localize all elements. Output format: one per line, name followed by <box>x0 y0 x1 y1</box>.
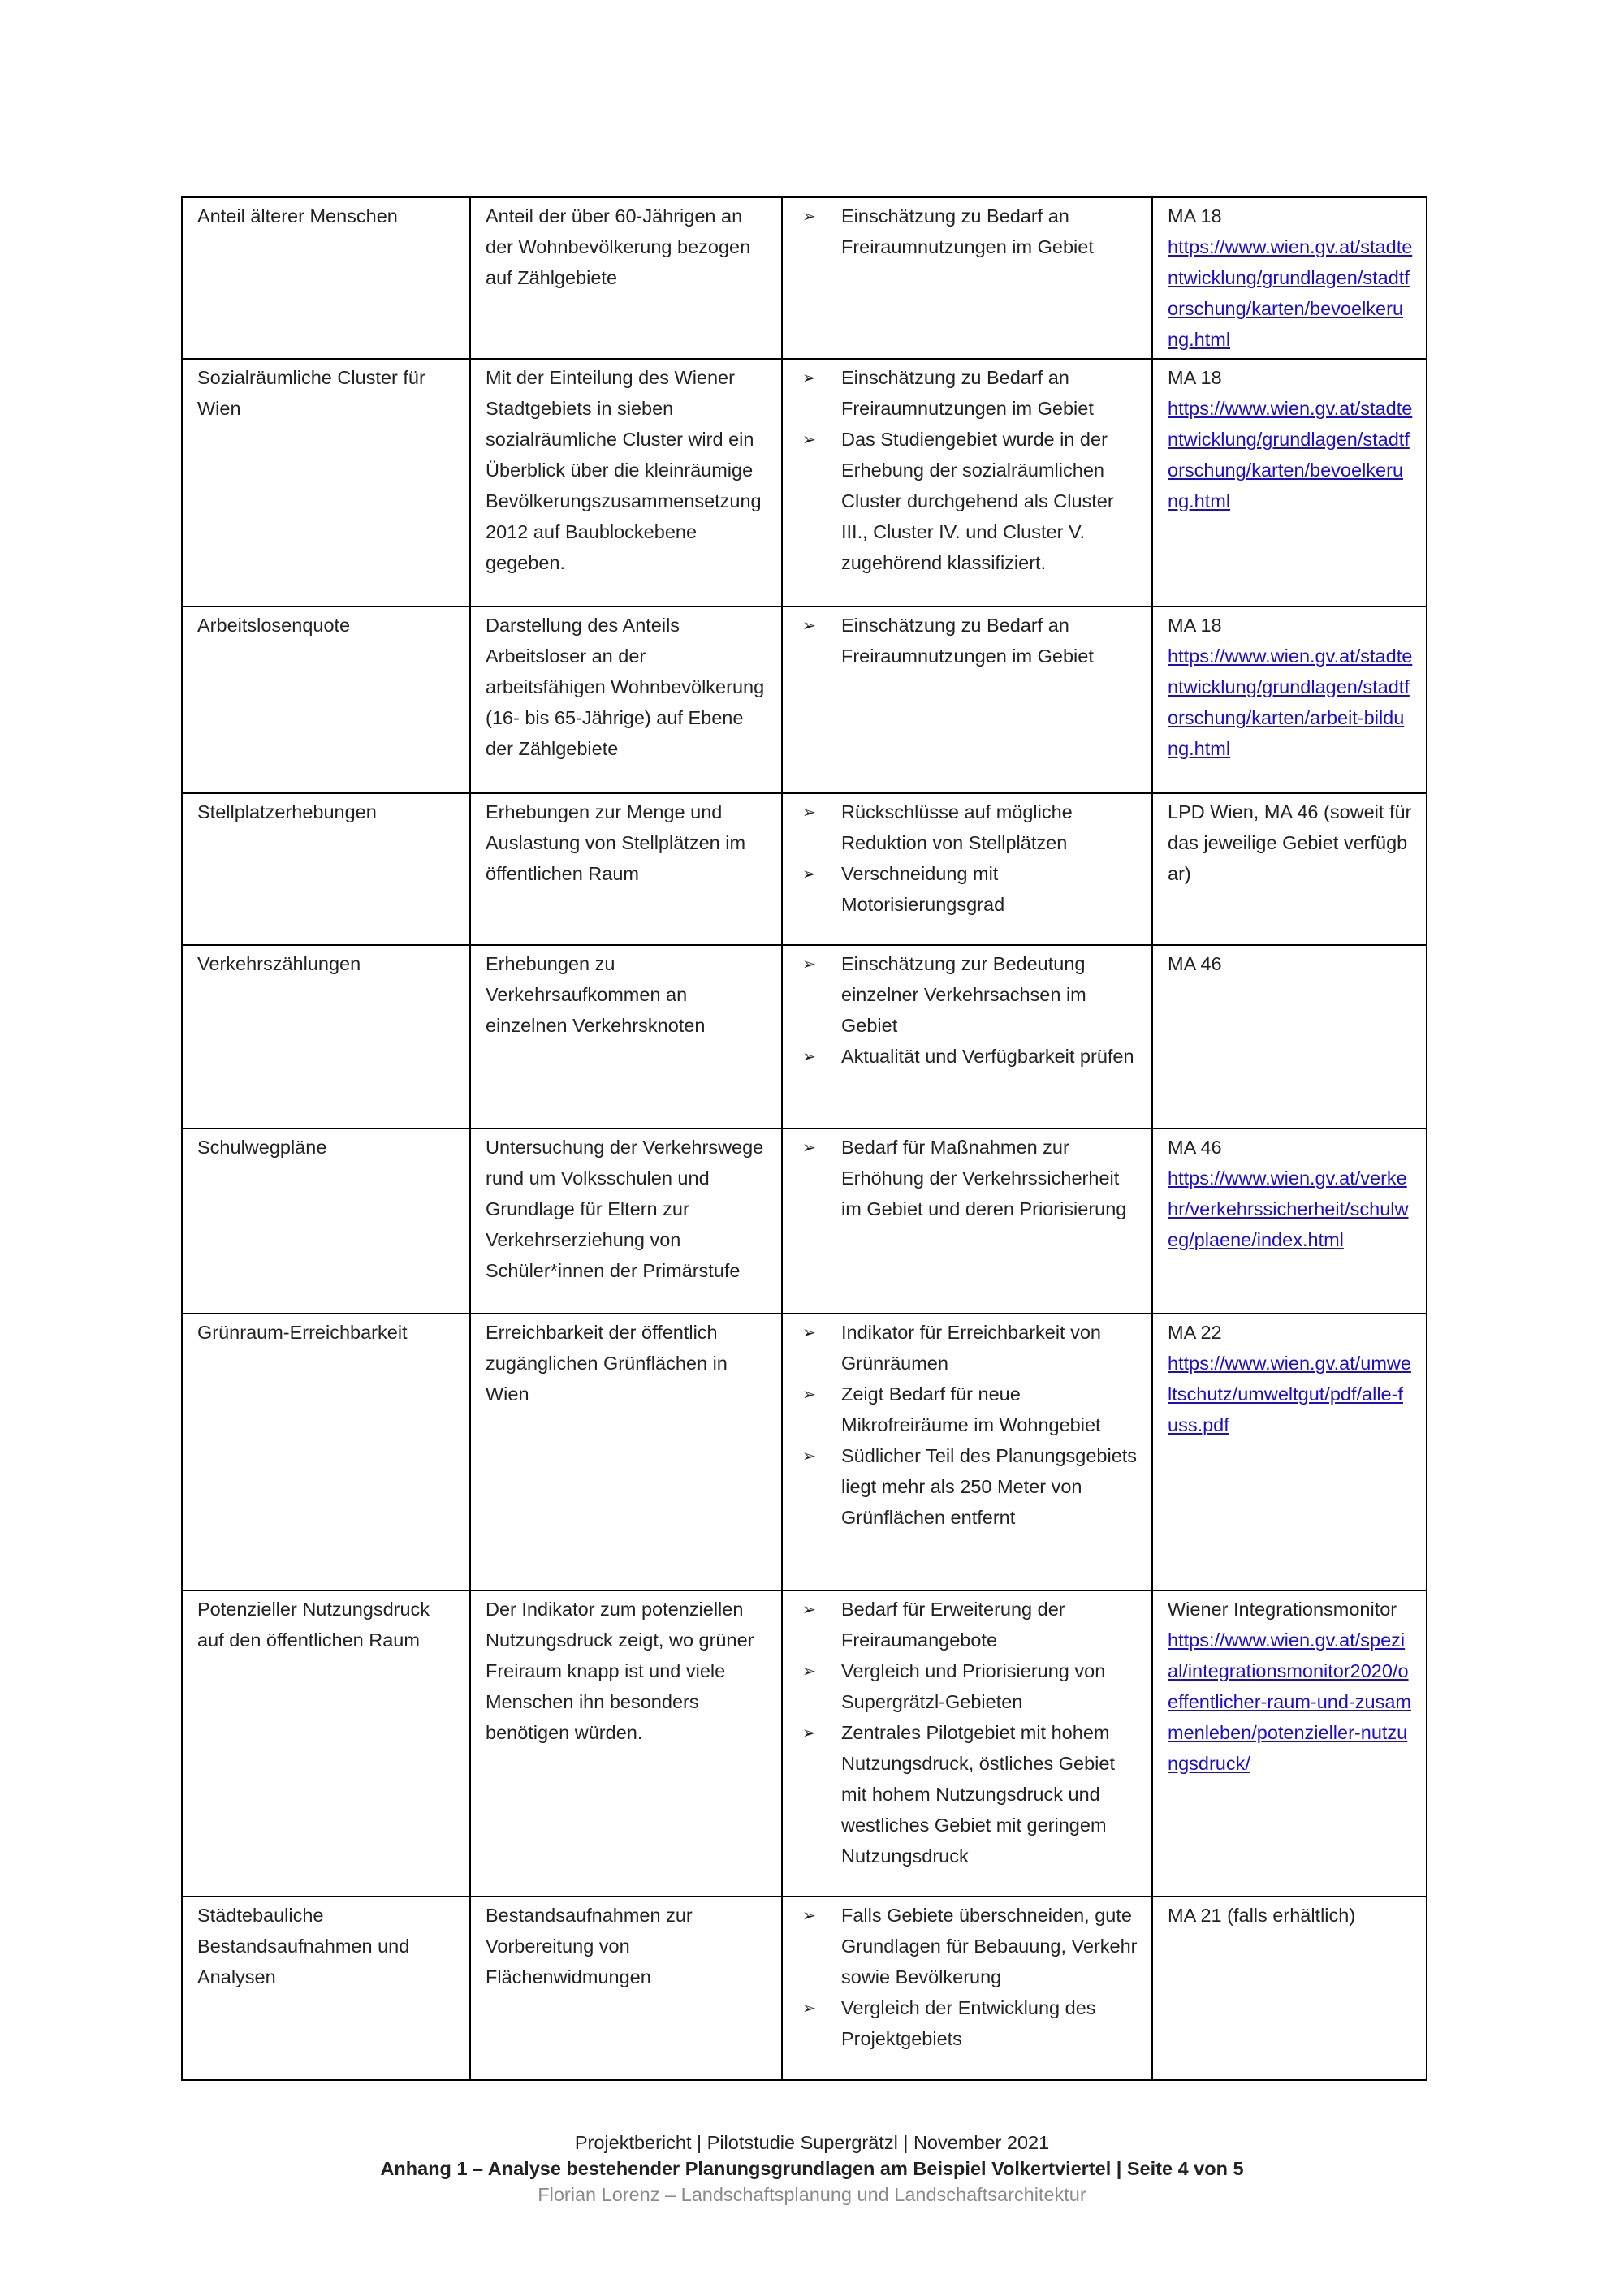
table-row <box>182 1897 1427 2080</box>
bullet-item: ➢ Falls Gebiete überschneiden, gute Grundlagen für Bebauung, Verkehr sowie Bevölkerung <box>797 1900 1138 1992</box>
source-link[interactable]: https://www.wien.gv.at/verkehr/verkehrssicherheit/schulweg/plaene/index.html <box>1168 1167 1409 1250</box>
page-footer <box>0 2130 1624 2208</box>
bullet-item: ➢ Zeigt Bedarf für neue Mikrofreiräume im Wohngebiet <box>797 1379 1138 1440</box>
bullet-item: ➢ Einschätzung zur Bedeutung einzelner Verkehrsachsen im Gebiet <box>797 948 1138 1041</box>
source-text: MA 46 <box>1168 953 1222 974</box>
source-cell <box>1152 945 1427 1129</box>
description-cell: Erreichbarkeit der öffentlich zugänglichen Grünflächen in Wien <box>470 1314 782 1590</box>
indicator-cell: Anteil älterer Menschen <box>182 197 470 359</box>
source-cell <box>1152 1314 1427 1590</box>
source-text: Wiener Integrationsmonitor <box>1168 1599 1397 1620</box>
usage-cell <box>782 1897 1152 2080</box>
source-cell <box>1152 359 1427 606</box>
description-cell: Mit der Einteilung des Wiener Stadtgebiets in sieben sozialräumliche Cluster wird ein Überblick über die kleinräumige Bevölkerungszusammensetzung 2012 auf Baublockebene gegeben. <box>470 359 782 606</box>
planning-table <box>181 196 1427 2081</box>
source-cell <box>1152 1897 1427 2080</box>
bullet-item: ➢ Einschätzung zu Bedarf an Freiraumnutzungen im Gebiet <box>797 362 1138 424</box>
bullet-item: ➢ Zentrales Pilotgebiet mit hohem Nutzungsdruck, östliches Gebiet mit hohem Nutzungsdruck und westliches Gebiet mit geringem Nutzungsdruck <box>797 1717 1138 1871</box>
bullet-item: ➢ Einschätzung zu Bedarf an Freiraumnutzungen im Gebiet <box>797 201 1138 262</box>
planning-table-body <box>182 197 1427 2080</box>
bullet-item: ➢ Verschneidung mit Motorisierungsgrad <box>797 858 1138 920</box>
table-row <box>182 945 1427 1129</box>
bullet-item: ➢ Das Studiengebiet wurde in der Erhebung der sozialräumlichen Cluster durchgehend als Cluster III., Cluster IV. und Cluster V. zugehörend klassifiziert. <box>797 424 1138 578</box>
indicator-cell: Sozialräumliche Cluster für Wien <box>182 359 470 606</box>
indicator-cell: Städtebauliche Bestandsaufnahmen und Analysen <box>182 1897 470 2080</box>
source-link[interactable]: https://www.wien.gv.at/umweltschutz/umweltgut/pdf/alle-fuss.pdf <box>1168 1353 1411 1435</box>
source-link[interactable]: https://www.wien.gv.at/stadtentwicklung/grundlagen/stadtforschung/karten/bevoelkerung.html <box>1168 398 1413 511</box>
usage-cell <box>782 945 1152 1129</box>
source-text: MA 18 <box>1168 367 1222 388</box>
description-cell: Erhebungen zur Menge und Auslastung von Stellplätzen im öffentlichen Raum <box>470 793 782 945</box>
source-link[interactable]: https://www.wien.gv.at/stadtentwicklung/grundlagen/stadtforschung/karten/bevoelkerung.html <box>1168 236 1413 350</box>
indicator-cell: Arbeitslosenquote <box>182 606 470 793</box>
usage-cell <box>782 1590 1152 1897</box>
description-cell: Darstellung des Anteils Arbeitsloser an der arbeitsfähigen Wohnbevölkerung (16- bis 65-Jährige) auf Ebene der Zählgebiete <box>470 606 782 793</box>
source-text: MA 18 <box>1168 615 1222 636</box>
usage-cell <box>782 1314 1152 1590</box>
source-text: MA 18 <box>1168 205 1222 227</box>
usage-cell <box>782 606 1152 793</box>
source-cell <box>1152 793 1427 945</box>
bullet-item: ➢ Rückschlüsse auf mögliche Reduktion von Stellplätzen <box>797 796 1138 858</box>
source-cell <box>1152 197 1427 359</box>
indicator-cell: Schulwegpläne <box>182 1129 470 1314</box>
footer-author-line: Florian Lorenz – Landschaftsplanung und Landschaftsarchitektur <box>538 2184 1086 2205</box>
bullet-item: ➢ Indikator für Erreichbarkeit von Grünräumen <box>797 1317 1138 1379</box>
source-link[interactable]: https://www.wien.gv.at/stadtentwicklung/grundlagen/stadtforschung/karten/arbeit-bildung.html <box>1168 645 1413 759</box>
description-cell: Bestandsaufnahmen zur Vorbereitung von Flächenwidmungen <box>470 1897 782 2080</box>
table-row <box>182 197 1427 359</box>
source-cell <box>1152 606 1427 793</box>
footer-report-line: Projektbericht | Pilotstudie Supergrätzl | November 2021 <box>574 2132 1050 2153</box>
source-text: LPD Wien, MA 46 (soweit für das jeweilige Gebiet verfügbar) <box>1168 801 1412 884</box>
bullet-item: ➢ Einschätzung zu Bedarf an Freiraumnutzungen im Gebiet <box>797 610 1138 671</box>
description-cell: Der Indikator zum potenziellen Nutzungsdruck zeigt, wo grüner Freiraum knapp ist und viele Menschen ihn besonders benötigen würden. <box>470 1590 782 1897</box>
bullet-item: ➢ Bedarf für Maßnahmen zur Erhöhung der Verkehrssicherheit im Gebiet und deren Priorisierung <box>797 1132 1138 1224</box>
source-text: MA 46 <box>1168 1137 1222 1158</box>
usage-cell <box>782 197 1152 359</box>
indicator-cell: Stellplatzerhebungen <box>182 793 470 945</box>
bullet-item: ➢ Bedarf für Erweiterung der Freiraumangebote <box>797 1594 1138 1655</box>
usage-cell <box>782 359 1152 606</box>
footer-annex-line: Anhang 1 – Analyse bestehender Planungsgrundlagen am Beispiel Volkertviertel | Seite 4 von 5 <box>380 2158 1244 2179</box>
bullet-item: ➢ Aktualität und Verfügbarkeit prüfen <box>797 1041 1138 1072</box>
description-cell: Anteil der über 60-Jährigen an der Wohnbevölkerung bezogen auf Zählgebiete <box>470 197 782 359</box>
bullet-item: ➢ Vergleich der Entwicklung des Projektgebiets <box>797 1992 1138 2054</box>
indicator-cell: Potenzieller Nutzungsdruck auf den öffentlichen Raum <box>182 1590 470 1897</box>
source-link[interactable]: https://www.wien.gv.at/spezial/integrationsmonitor2020/oeffentlicher-raum-und-zusammenleben/potenzieller-nutzungsdruck/ <box>1168 1629 1411 1774</box>
usage-cell <box>782 1129 1152 1314</box>
table-row <box>182 793 1427 945</box>
indicator-cell: Verkehrszählungen <box>182 945 470 1129</box>
indicator-cell: Grünraum-Erreichbarkeit <box>182 1314 470 1590</box>
table-row <box>182 606 1427 793</box>
bullet-item: ➢ Südlicher Teil des Planungsgebiets liegt mehr als 250 Meter von Grünflächen entfernt <box>797 1440 1138 1533</box>
source-text: MA 21 (falls erhältlich) <box>1168 1905 1356 1926</box>
source-cell <box>1152 1590 1427 1897</box>
source-cell <box>1152 1129 1427 1314</box>
table-row <box>182 1129 1427 1314</box>
description-cell: Erhebungen zu Verkehrsaufkommen an einzelnen Verkehrsknoten <box>470 945 782 1129</box>
source-text: MA 22 <box>1168 1322 1222 1343</box>
table-row <box>182 1590 1427 1897</box>
table-row <box>182 1314 1427 1590</box>
table-row <box>182 359 1427 606</box>
usage-cell <box>782 793 1152 945</box>
bullet-item: ➢ Vergleich und Priorisierung von Supergrätzl-Gebieten <box>797 1655 1138 1717</box>
description-cell: Untersuchung der Verkehrswege rund um Volksschulen und Grundlage für Eltern zur Verkehrserziehung von Schüler*innen der Primärstufe <box>470 1129 782 1314</box>
